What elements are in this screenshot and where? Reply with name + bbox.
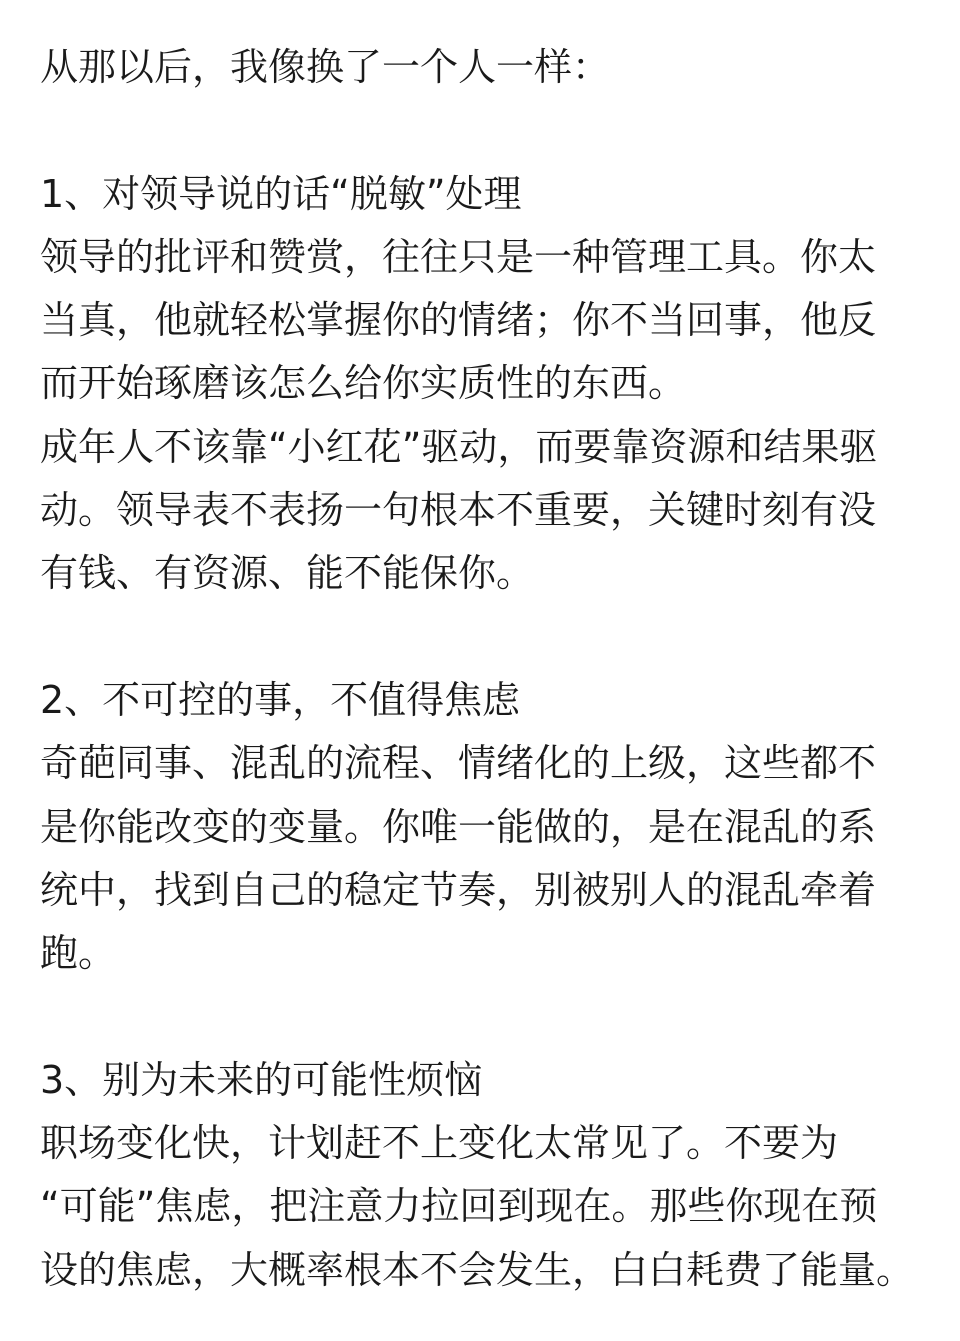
article-body bbox=[40, 36, 930, 1302]
section-2-line: 奇葩同事、混乱的流程、情绪化的上级，这些都不 bbox=[40, 741, 877, 786]
intro-line: 从那以后，我像换了一个人一样： bbox=[40, 45, 611, 89]
section-1-line: 而开始琢磨该怎么给你实质性的东西。 bbox=[40, 361, 687, 406]
spacer bbox=[40, 99, 930, 162]
section-1-line: 有钱、有资源、能不能保你。 bbox=[40, 551, 535, 596]
section-3-line: 设的焦虑，大概率根本不会发生，白白耗费了能量。 bbox=[40, 1247, 915, 1292]
section-1-heading: 1、对领导说的话“脱敏”处理 bbox=[40, 171, 522, 216]
section-1-line: 动。领导表不表扬一句根本不重要，关键时刻有没 bbox=[40, 488, 877, 533]
section-3-heading: 3、别为未来的可能性烦恼 bbox=[40, 1057, 483, 1102]
section-3-line: 职场变化快，计划赶不上变化太常见了。不要为 bbox=[40, 1121, 839, 1166]
spacer bbox=[40, 606, 930, 669]
section-2-heading: 2、不可控的事，不值得焦虑 bbox=[40, 677, 521, 722]
spacer bbox=[40, 985, 930, 1048]
section-2-line: 跑。 bbox=[40, 931, 117, 976]
section-1-line: 当真，他就轻松掌握你的情绪；你不当回事，他反 bbox=[40, 298, 877, 343]
section-1-line: 成年人不该靠“小红花”驱动，而要靠资源和结果驱 bbox=[40, 424, 878, 469]
section-2-line: 统中，找到自己的稳定节奏，别被别人的混乱牵着 bbox=[40, 867, 877, 912]
section-2-line: 是你能改变的变量。你唯一能做的，是在混乱的系 bbox=[40, 804, 877, 849]
section-3-line: “可能”焦虑，把注意力拉回到现在。那些你现在预 bbox=[40, 1184, 878, 1229]
section-1-line: 领导的批评和赞赏，往往只是一种管理工具。你太 bbox=[40, 234, 877, 279]
